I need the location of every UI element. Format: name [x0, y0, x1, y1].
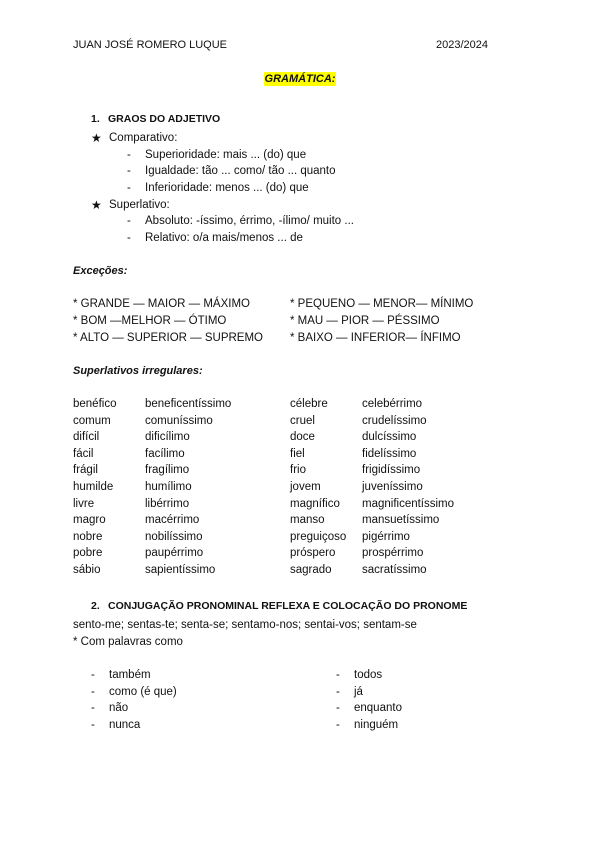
excecao-item: * BOM —MELHOR — ÓTIMO [73, 315, 227, 327]
dash-icon: - [336, 669, 340, 681]
adjective-superlative: magnificentíssimo [362, 497, 455, 510]
dash-icon: - [91, 718, 95, 731]
adjective-superlative: libérrimo [145, 497, 190, 510]
dash-icon: - [91, 669, 95, 681]
superlativo-label: Superlativo: [109, 199, 170, 211]
adjective-positive: magro [73, 514, 106, 527]
dash-icon: - [127, 215, 131, 227]
adjective-positive: preguiçoso [290, 530, 347, 543]
adjective-positive: manso [290, 514, 325, 527]
dash-icon: - [127, 182, 131, 194]
adjective-positive: sábio [73, 564, 101, 576]
adjective-superlative: prospérrimo [362, 547, 424, 560]
dash-icon: - [336, 718, 340, 731]
section1-title: GRAOS DO ADJETIVO [108, 113, 221, 125]
adjective-positive: próspero [290, 547, 336, 560]
adjective-positive: frágil [73, 464, 98, 477]
dash-icon: - [336, 685, 340, 698]
section1-number: 1. [91, 113, 100, 125]
section2-title: CONJUGAÇÃO PRONOMINAL REFLEXA E COLOCAÇÃO DO PRONOME [108, 600, 468, 612]
adjective-superlative: fragílimo [145, 464, 190, 477]
adjective-superlative: humílimo [145, 481, 192, 493]
word-item: também [109, 669, 151, 681]
excecoes-label: Exceções: [73, 265, 128, 277]
comparativo-item: Superioridade: mais ... (do) que [145, 149, 307, 161]
adjective-positive: livre [73, 497, 95, 510]
adjective-superlative: comuníssimo [145, 414, 213, 427]
adjective-positive: pobre [73, 547, 103, 560]
excecao-item: * GRANDE — MAIOR — MÁXIMO [73, 298, 250, 310]
adjective-positive: difícil [73, 431, 100, 444]
adjective-positive: fiel [290, 447, 305, 460]
excecao-item: * PEQUENO — MENOR— MÍNIMO [290, 298, 474, 310]
adjective-positive: humilde [73, 481, 114, 493]
adjective-superlative: dificílimo [145, 431, 190, 444]
word-item: já [354, 685, 363, 698]
adjective-positive: comum [73, 414, 111, 427]
page-title: GRAMÁTICA: [264, 73, 336, 85]
word-item: não [109, 702, 129, 715]
dash-icon: - [127, 165, 131, 177]
section2-number: 2. [91, 600, 100, 612]
comparativo-item: Igualdade: tão ... como/ tão ... quanto [145, 165, 336, 177]
adjective-superlative: paupérrimo [145, 547, 204, 560]
word-item: todos [354, 669, 383, 681]
adjective-superlative: celebérrimo [362, 398, 423, 410]
header-author: JUAN JOSÉ ROMERO LUQUE [73, 39, 228, 51]
adjective-superlative: beneficentíssimo [145, 398, 232, 410]
adjective-superlative: fidelíssimo [362, 447, 417, 460]
adjective-positive: magnífico [290, 497, 340, 510]
comparativo-label: Comparativo: [109, 132, 178, 144]
superlativos-label: Superlativos irregulares: [73, 365, 203, 377]
dash-icon: - [91, 685, 95, 698]
star-icon: ★ [91, 131, 102, 145]
superlativo-item: Absoluto: -íssimo, érrimo, -ílimo/ muito ... [145, 215, 354, 227]
adjective-positive: frio [290, 464, 306, 477]
adjective-superlative: dulcíssimo [362, 431, 417, 444]
adjective-positive: doce [290, 431, 315, 444]
adjective-superlative: juveníssimo [362, 481, 423, 493]
adjective-superlative: pigérrimo [362, 530, 410, 543]
adjective-positive: cruel [290, 414, 315, 427]
comparativo-item: Inferioridade: menos ... (do) que [145, 182, 309, 194]
dash-icon: - [127, 149, 131, 161]
note-line: * Com palavras como [73, 636, 183, 648]
adjective-superlative: macérrimo [145, 514, 200, 527]
adjective-positive: fácil [73, 447, 94, 460]
header-year: 2023/2024 [436, 39, 488, 51]
excecao-item: * MAU — PIOR — PÉSSIMO [290, 315, 440, 327]
conjugation-line: sento-me; sentas-te; senta-se; sentamo-nos; sentai-vos; sentam-se [73, 619, 417, 631]
word-item: ninguém [354, 718, 399, 731]
adjective-positive: nobre [73, 530, 103, 543]
dash-icon: - [336, 702, 340, 715]
adjective-positive: sagrado [290, 564, 332, 576]
adjective-superlative: sacratíssimo [362, 564, 427, 576]
adjective-superlative: nobilíssimo [145, 530, 203, 543]
word-item: enquanto [354, 702, 402, 715]
adjective-superlative: sapientíssimo [145, 564, 216, 576]
adjective-positive: benéfico [73, 398, 117, 410]
excecao-item: * ALTO — SUPERIOR — SUPREMO [73, 332, 264, 344]
adjective-positive: jovem [290, 481, 321, 493]
adjective-superlative: mansuetíssimo [362, 514, 440, 527]
adjective-positive: célebre [290, 398, 328, 410]
superlativo-item: Relativo: o/a mais/menos ... de [145, 232, 303, 244]
dash-icon: - [91, 702, 95, 715]
word-item: nunca [109, 718, 141, 731]
adjective-superlative: frigidíssimo [362, 464, 421, 477]
star-icon: ★ [91, 198, 102, 212]
adjective-superlative: crudelíssimo [362, 414, 427, 427]
dash-icon: - [127, 232, 131, 244]
excecao-item: * BAIXO — INFERIOR— ÍNFIMO [290, 332, 461, 344]
adjective-superlative: facílimo [145, 447, 185, 460]
word-item: como (é que) [109, 685, 177, 698]
